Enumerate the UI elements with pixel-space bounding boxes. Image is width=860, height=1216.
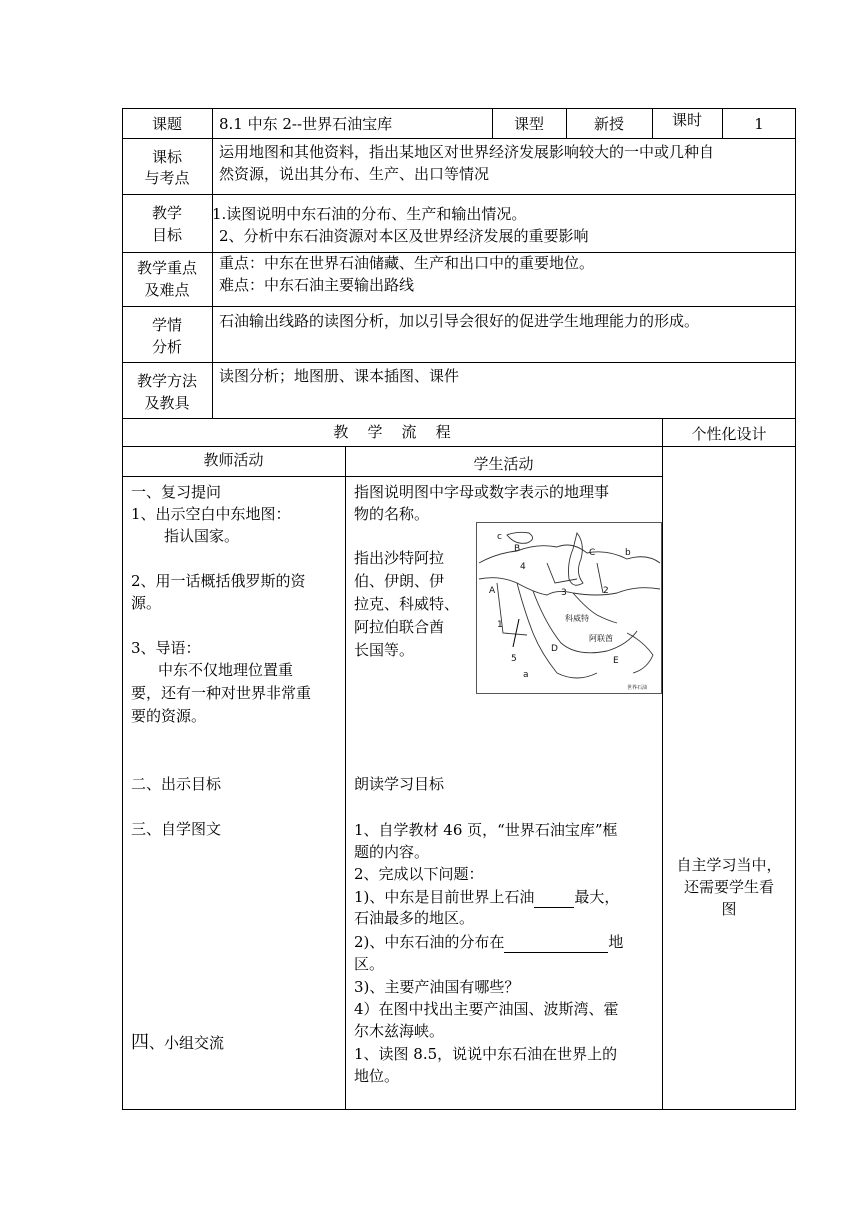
review-item: 指认国家。 [164,527,240,545]
map-label: 4 [520,562,526,572]
question-text: 区。 [354,955,385,973]
question-part: 地 [608,933,624,951]
method-label: 教学方法 [136,372,197,390]
goals-step: 二、出示目标 [131,775,222,793]
personal-header: 个性化设计 [691,425,767,443]
intro-text: 要，还有一种对世界非常重 [131,684,312,702]
student-text: 拉克、科威特、 [354,595,460,613]
country-border [547,563,577,583]
teacher-header: 教师活动 [203,451,264,469]
map-drawing [477,523,661,693]
map-label: B [514,544,521,554]
type-value: 新授 [593,115,624,133]
oman-coast [627,633,653,673]
question-text: 尔木兹海峡。 [354,1022,445,1040]
question-text: 3)、主要产油国有哪些？ [354,978,520,996]
black-sea [507,532,533,543]
caspian-sea [569,533,584,585]
student-text: 阿拉伯联合酋 [354,618,445,636]
situation-text: 石油输出线路的读图分析，加以引导会很好的促进学生地理能力的形成。 [219,312,700,330]
group-step [131,1032,224,1054]
review-item: 源。 [131,594,162,612]
student-header: 学生活动 [473,455,534,473]
goal-text: 1.读图说明中东石油的分布、生产和输出情况。 [212,205,527,223]
row-divider [122,476,662,477]
row-divider [122,418,796,419]
map-label: 1 [497,620,503,630]
question-text: 1、读图 8.5，说说中东石油在世界上的 [354,1045,618,1063]
self-study-step: 三、自学图文 [131,820,222,838]
standard-label: 与考点 [144,169,190,187]
row-divider [122,362,796,363]
row-divider [122,306,796,307]
key-label: 及难点 [144,281,190,299]
middle-east-map [476,522,662,694]
map-label: 科威特 [565,614,589,623]
question-text: 2、完成以下问题： [354,865,484,883]
key-text: 重点：中东在世界石油储藏、生产和出口中的重要地位。 [219,254,595,272]
question-part: 1)、中东是目前世界上石油 [354,888,535,906]
intro-text: 中东不仅地理位置重 [158,661,294,679]
question-text: 4）在图中找出主要产油国、波斯湾、霍 [354,1000,619,1018]
personal-note: 图 [721,900,737,918]
personal-note: 还需要学生看 [683,878,774,896]
review-item: 2、用一话概括俄罗斯的资 [131,572,306,590]
answer-blank[interactable] [534,886,574,908]
map-label: 2 [603,586,609,596]
goal-text: 2、分析中东石油资源对本区及世界经济发展的重要影响 [219,227,589,245]
student-text: 指出沙特阿拉 [354,549,445,567]
topic-label: 课题 [151,115,182,133]
row-divider [122,138,796,139]
map-label: E [613,656,619,666]
map-label: a [523,670,529,680]
student-text: 长国等。 [354,641,415,659]
goal-label: 目标 [151,226,182,244]
map-label: D [551,644,558,654]
method-label: 及教具 [144,394,190,412]
question-text [354,931,623,953]
situation-label: 学情 [151,316,182,334]
row-divider [122,194,796,195]
goal-label: 教学 [151,204,182,222]
question-text [354,886,619,908]
review-item: 1、出示空白中东地图： [131,505,291,523]
standard-label: 课标 [151,148,182,166]
standard-text: 然资源，说出其分布、生产、出口等情况 [219,165,490,183]
intro-text: 要的资源。 [131,707,207,725]
map-label: b [625,548,631,558]
flow-title: 教 学 流 程 [333,423,451,441]
map-label: A [489,586,496,596]
question-text: 石油最多的地区。 [354,909,475,927]
situation-label: 分析 [151,338,182,356]
group-step-label: 、小组交流 [149,1034,225,1052]
question-text: 题的内容。 [354,843,430,861]
map-label: 5 [511,654,517,664]
col-divider [212,108,213,418]
key-text: 难点：中东石油主要输出路线 [219,276,415,294]
question-text: 1、自学教材 46 页，“世界石油宝库”框 [354,821,618,839]
method-text: 读图分析；地图册、课本插图、课件 [219,367,460,385]
map-label: 3 [561,588,567,598]
type-label: 课型 [513,115,544,133]
student-text: 指图说明图中字母或数字表示的地理事 [354,483,610,501]
question-text: 地位。 [354,1067,400,1085]
student-text: 伯、伊朗、伊 [354,572,445,590]
review-title: 一、复习提问 [131,483,222,501]
key-label: 教学重点 [136,259,197,277]
answer-blank[interactable] [504,931,608,953]
red-sea-coast [517,583,597,678]
col-divider [662,418,663,1110]
student-text: 物的名称。 [354,505,430,523]
question-part: 最大， [574,888,620,906]
map-label: 阿联酋 [589,634,613,643]
period-value: 1 [754,115,764,133]
review-item: 3、导语： [131,639,201,657]
map-label: c [497,532,502,542]
question-part: 2)、中东石油的分布在 [354,933,505,951]
row-divider [122,446,796,447]
read-goals: 朗读学习目标 [354,775,445,793]
personal-note: 自主学习当中， [676,856,782,874]
arrow-line [513,619,519,647]
topic-value: 8.1 中东 2--世界石油宝库 [219,115,393,133]
map-caption: 世界石油 [627,685,648,691]
period-label: 课时 [671,111,702,129]
map-label: C [589,548,596,558]
group-step-number: 四 [131,1032,149,1053]
standard-text: 运用地图和其他资料，指出某地区对世界经济发展影响较大的一中或几种自 [219,143,715,161]
col-divider [345,446,346,1110]
